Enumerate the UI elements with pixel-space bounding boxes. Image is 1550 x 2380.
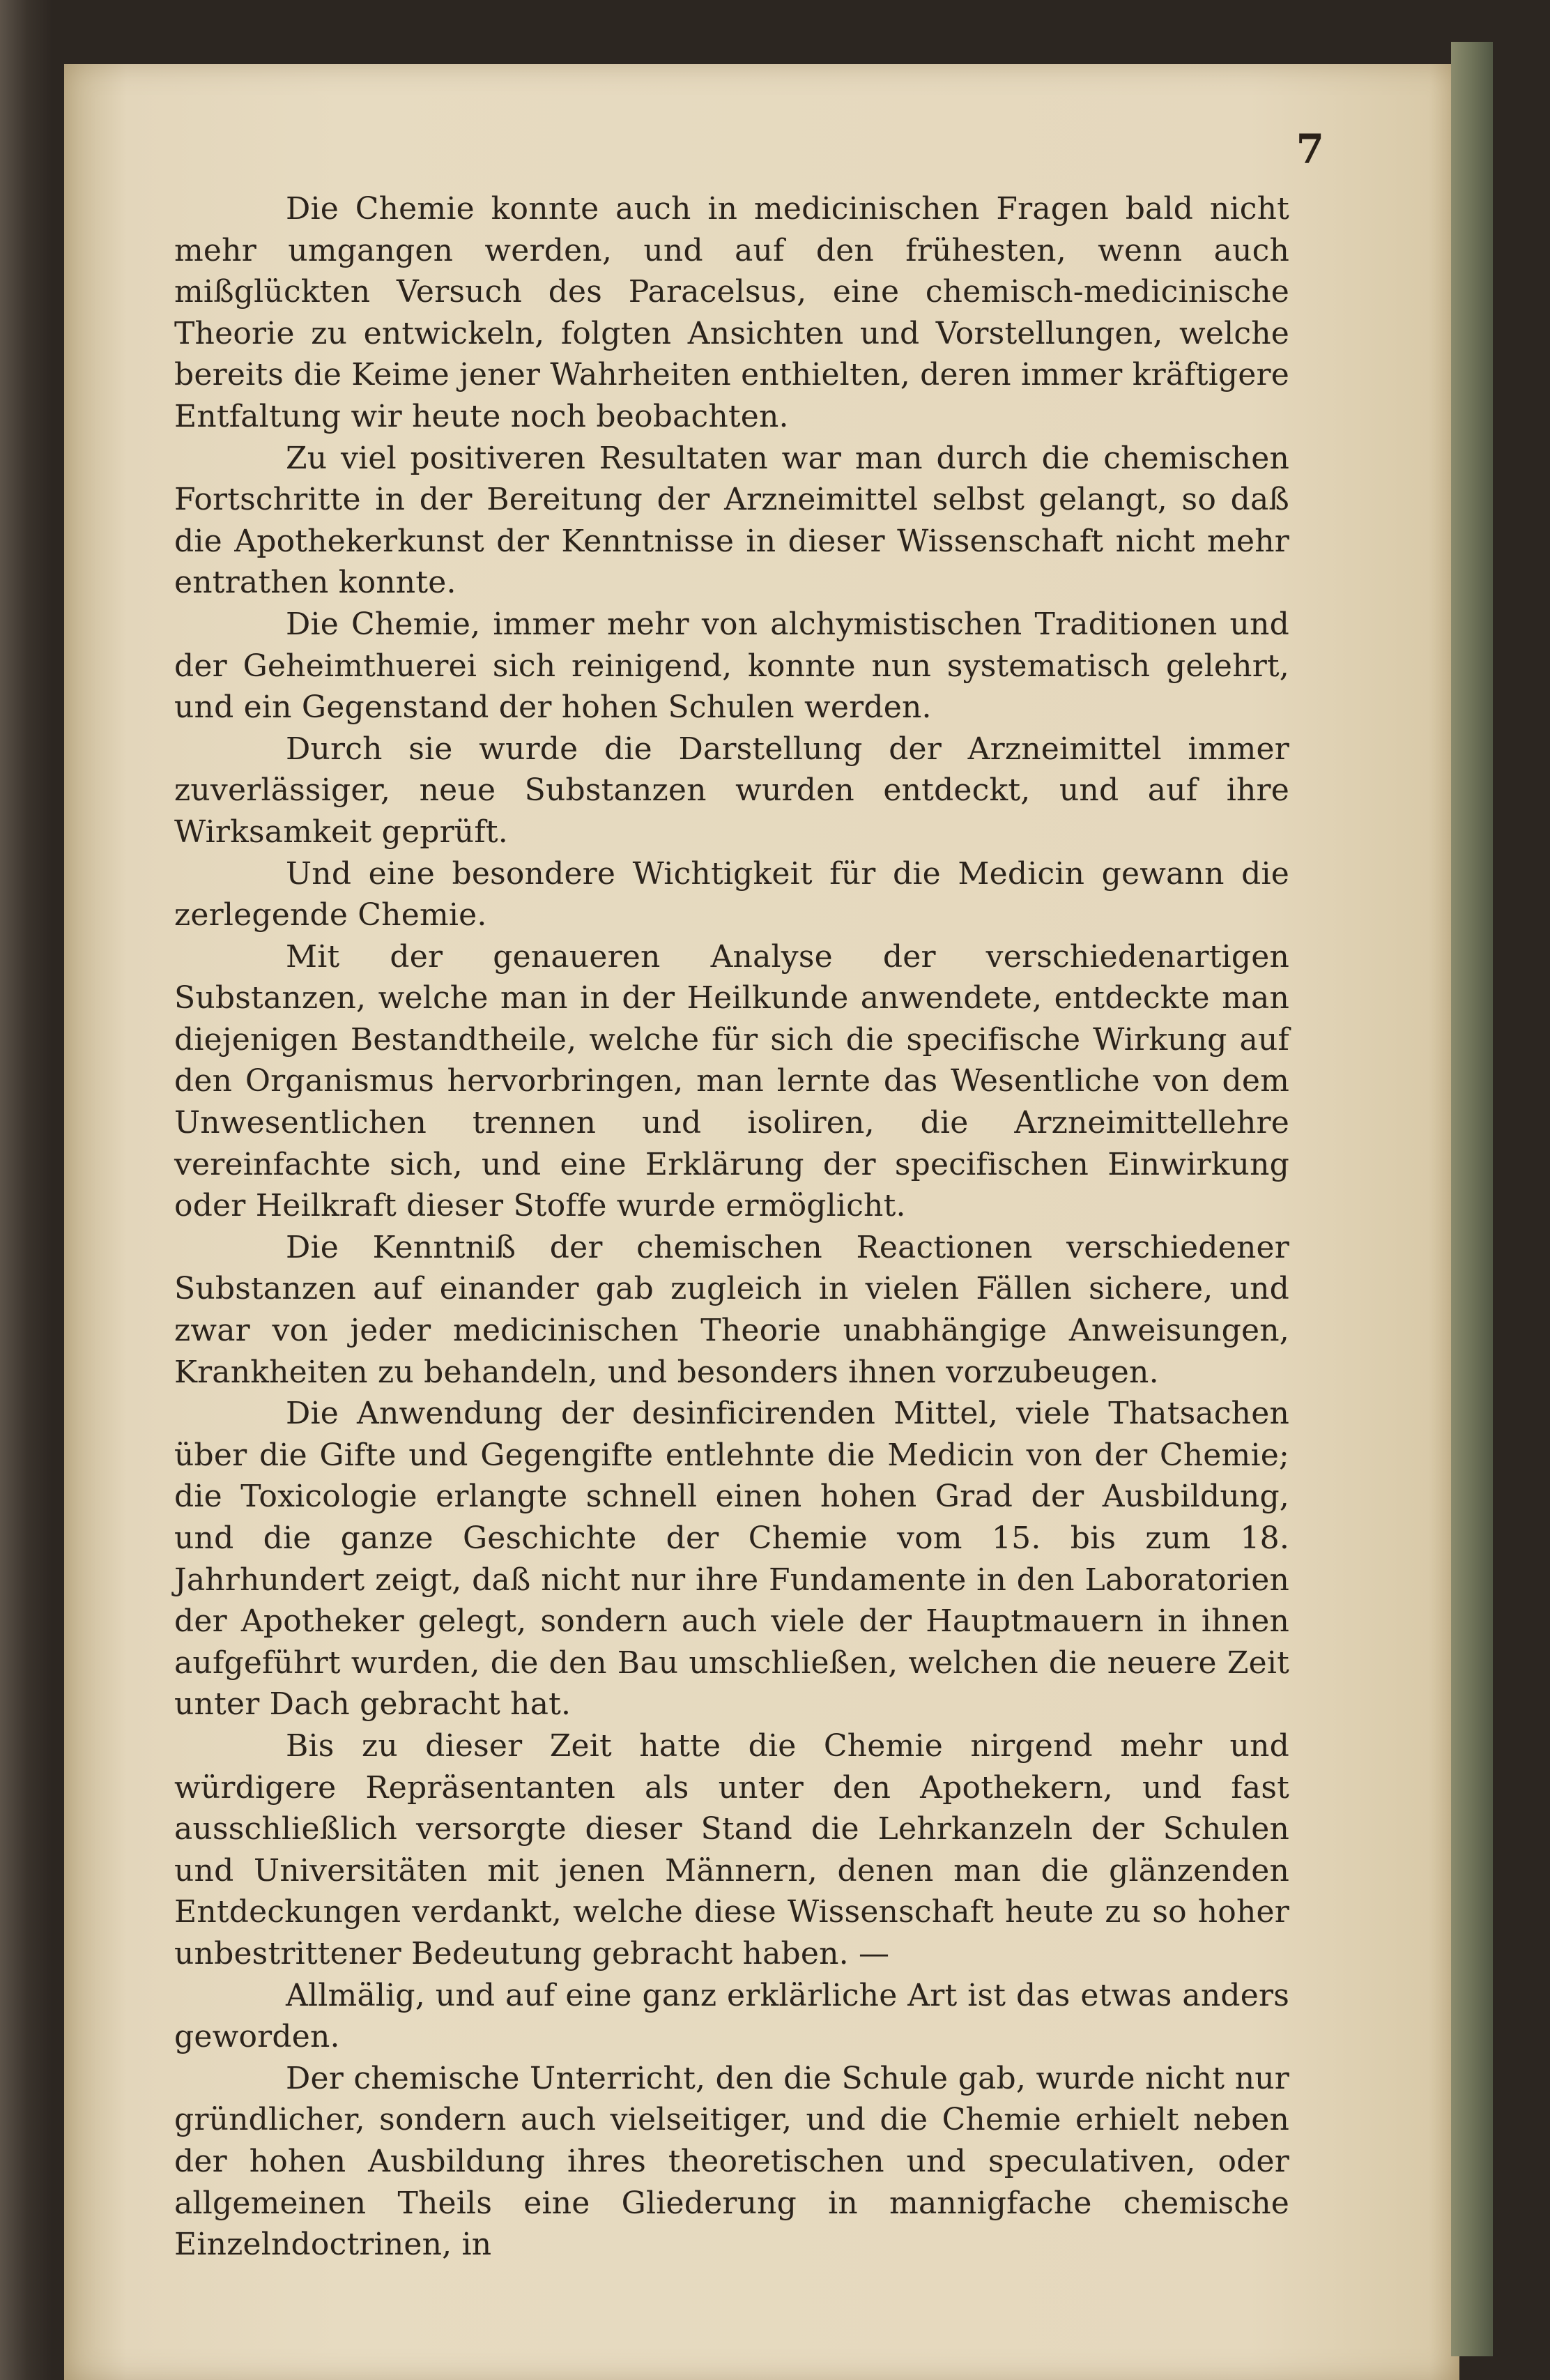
paragraph-1: Die Chemie konnte auch in medicinischen Fragen bald nicht mehr umgangen werden, und auf den frühesten, wenn auch mißglückten Versuch des Paracelsus, eine chemisch-medicinische Theorie zu entwickeln, folgten Ansichten und Vorstellungen, welche bereits die Keime jener Wahrheiten enthielten, deren immer kräftigere Entfaltung wir heute noch beobachten. — [174, 191, 1289, 434]
paragraph-10: Allmälig, und auf eine ganz erklärliche Art ist das etwas anders geworden. — [174, 1977, 1289, 2055]
paragraph-6: Mit der genaueren Analyse der verschiedenartigen Substanzen, welche man in der Heilkunde anwendete, entdeckte man diejenigen Bestandtheile, welche für sich die specifische Wirkung auf den Organismus hervorbringen, man lernte das Wesentliche von dem Unwesentlichen trennen und isoliren, die Arzneimittellehre vereinfachte sich, und eine Erklärung der specifischen Einwirkung oder Heilkraft dieser Stoffe wurde ermöglicht. — [174, 938, 1289, 1224]
paragraph-9: Bis zu dieser Zeit hatte die Chemie nirgend mehr und würdigere Repräsentanten als unter den Apothekern, und fast ausschließlich versorgte dieser Stand die Lehrkanzeln der Schulen und Universitäten mit jenen Männern, denen man die glänzenden Entdeckungen verdankt, welche diese Wissenschaft heute zu so hoher unbestrittener Bedeutung gebracht haben. — — [174, 1727, 1289, 1971]
paragraph-7: Die Kenntniß der chemischen Reactionen verschiedener Substanzen auf einander gab zugleich in vielen Fällen sichere, und zwar von jeder medicinischen Theorie unabhängige Anweisungen, Krankheiten zu behandeln, und besonders ihnen vorzubeugen. — [174, 1229, 1289, 1390]
paragraph-4: Durch sie wurde die Darstellung der Arzneimittel immer zuverlässiger, neue Substanzen wurden entdeckt, und auf ihre Wirksamkeit geprüft. — [174, 731, 1289, 850]
paragraph-3: Die Chemie, immer mehr von alchymistischen Traditionen und der Geheimthuerei sich reinigend, konnte nun systematisch gelehrt, und ein Gegenstand der hohen Schulen werden. — [174, 606, 1289, 726]
paragraph-8: Die Anwendung der desinficirenden Mittel, viele Thatsachen über die Gifte und Gegengifte entlehnte die Medicin von der Chemie; die Toxicologie erlangte schnell einen hohen Grad der Ausbildung, und die ganze Geschichte der Chemie vom 15. bis zum 18. Jahrhundert zeigt, daß nicht nur ihre Fundamente in den Laboratorien der Apotheker gelegt, sondern auch viele der Hauptmauern in ihnen aufgeführt wurden, die den Bau umschließen, welchen die neuere Zeit unter Dach gebracht hat. — [174, 1396, 1289, 1723]
paragraph-11: Der chemische Unterricht, den die Schule gab, wurde nicht nur gründlicher, sondern auch vielseitiger, und die Chemie erhielt neben der hohen Ausbildung ihres theoretischen und speculativen, oder allgemeinen Theils eine Gliederung in mannigfache chemische Einzelndoctrinen, in — [174, 2060, 1289, 2263]
margin-marks — [0, 1708, 28, 2022]
paragraph-5: Und eine besondere Wichtigkeit für die Medicin gewann die zerlegende Chemie. — [174, 855, 1289, 933]
book-edge — [1451, 42, 1493, 2356]
body-text — [174, 188, 1289, 2266]
page-number: 7 — [1296, 125, 1324, 173]
paragraph-2: Zu viel positiveren Resultaten war man durch die chemischen Fortschritte in der Bereitung der Arzneimittel selbst gelangt, so daß die Apothekerkunst der Kenntnisse in dieser Wissenschaft nicht mehr entrathen konnte. — [174, 440, 1289, 601]
